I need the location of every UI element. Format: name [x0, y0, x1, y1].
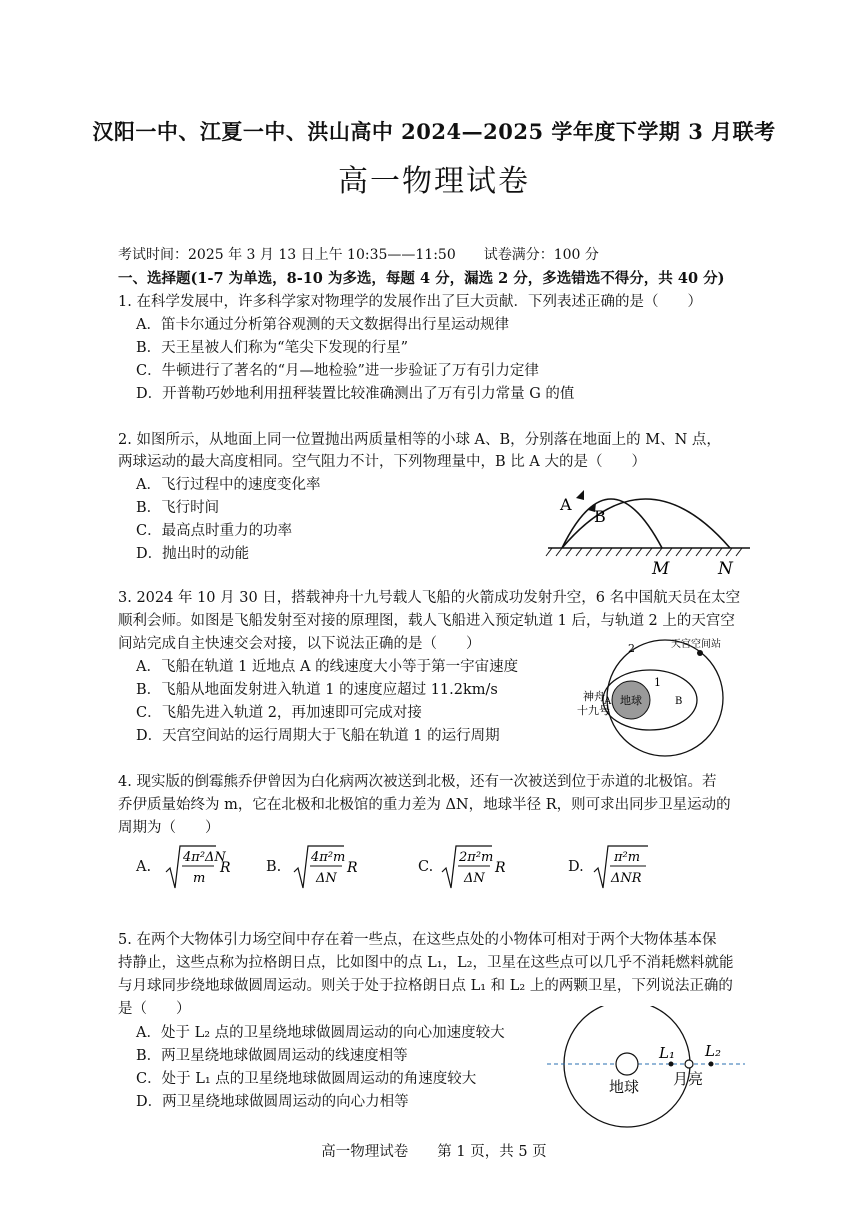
- earth-circle: [616, 1053, 638, 1075]
- q2-projectile-figure: [540, 470, 760, 580]
- q4-option-c-formula: [440, 842, 516, 892]
- q4-stem-line3: 周期为（ ）: [118, 820, 220, 836]
- q5-stem-line3: 与月球同步绕地球做圆周运动。则关于处于拉格朗日点 L₁ 和 L₂ 上的两颗卫星，下列说法正确的: [118, 978, 733, 994]
- q4-c-tail: R: [495, 860, 506, 876]
- point-b-label: B: [675, 696, 683, 707]
- label-a: A: [560, 495, 572, 514]
- q4-stem-line2: 乔伊质量始终为 m，它在北极和北极馆的重力差为 ΔN，地球半径 R，则可求出同步卫星运动的: [118, 797, 731, 813]
- q2-stem-line2: 两球运动的最大高度相同。空气阻力不计，下列物理量中，B 比 A 大的是（ ）: [118, 454, 646, 470]
- earth-label: 地球: [620, 694, 642, 707]
- q4-option-b-formula: [292, 842, 368, 892]
- q3-stem-line1: 3. 2024 年 10 月 30 日，搭载神舟十九号载人飞船的火箭成功发射升空，6 名中国航天员在太空: [118, 590, 741, 606]
- q1-stem: 1. 在科学发展中，许多科学家对物理学的发展作出了巨大贡献．下列表述正确的是（ ）: [118, 294, 702, 310]
- station-label: 天宫空间站: [671, 639, 721, 650]
- q4-a-tail: R: [220, 860, 231, 876]
- q3-option-a: A．飞船在轨道 1 近地点 A 的线速度大小等于第一宇宙速度: [136, 659, 519, 675]
- q4-d-numerator: π²m: [614, 850, 641, 865]
- arrow-a: [576, 490, 584, 500]
- q4-option-c-label: C.: [418, 859, 434, 875]
- q2-option-a: A．飞行过程中的速度变化率: [136, 477, 321, 493]
- ship-label-2: 十九号: [577, 704, 610, 717]
- q4-a-denominator: m: [193, 871, 206, 886]
- q1-option-b: B．天王星被人们称为“笔尖下发现的行星”: [136, 340, 408, 356]
- exam-subject-title: 高一物理试卷: [338, 164, 530, 199]
- q5-stem-line2: 持静止，这些点称为拉格朗日点，比如图中的点 L₁，L₂，卫星在这些点可以几乎不消耗燃料就能: [118, 955, 734, 971]
- station-dot: [697, 650, 703, 656]
- label-b: B: [594, 507, 606, 526]
- q1-option-a: A．笛卡尔通过分析第谷观测的天文数据得出行星运动规律: [136, 317, 509, 333]
- orbit-2-label: 2: [628, 642, 635, 655]
- q4-c-denominator: ΔN: [464, 871, 485, 886]
- q4-b-denominator: ΔN: [316, 871, 337, 886]
- q2-option-c: C．最高点时重力的功率: [136, 523, 293, 539]
- q4-option-d-formula: [592, 842, 658, 892]
- moon-label: 月亮: [673, 1070, 704, 1088]
- q5-stem-line1: 5. 在两个大物体引力场空间中存在着一些点，在这些点处的小物体可相对于两个大物体基本保: [118, 932, 717, 948]
- l1-label: L₁: [659, 1044, 675, 1062]
- q4-b-numerator: 4π²m: [311, 850, 346, 865]
- moon-circle: [685, 1060, 693, 1068]
- q3-stem-line3: 间站完成自主快速交会对接，以下说法正确的是（ ）: [118, 636, 481, 652]
- orbit-1-label: 1: [654, 676, 661, 689]
- q3-stem-line2: 顺利会师。如图是飞船发射至对接的原理图，载人飞船进入预定轨道 1 后，与轨道 2 上的天宫空: [118, 613, 735, 629]
- q4-stem-line1: 4. 现实版的倒霉熊乔伊曾因为白化病两次被送到北极，还有一次被送到位于赤道的北极馆。若: [118, 774, 717, 790]
- section-heading: 一、选择题(1-7 为单选，8-10 为多选，每题 4 分，漏选 2 分，多选错选不得分，共 40 分): [118, 270, 725, 287]
- q4-b-tail: R: [347, 860, 358, 876]
- q3-option-d: D．天宫空间站的运行周期大于飞船在轨道 1 的运行周期: [136, 728, 500, 744]
- q3-option-b: B．飞船从地面发射进入轨道 1 的速度应超过 11.2km/s: [136, 682, 498, 698]
- q1-option-c: C．牛顿进行了著名的“月—地检验”进一步验证了万有引力定律: [136, 363, 539, 379]
- l2-dot: [709, 1062, 714, 1067]
- q5-stem-line4: 是（ ）: [118, 1001, 191, 1017]
- q5-option-b: B．两卫星绕地球做圆周运动的线速度相等: [136, 1048, 408, 1064]
- l2-label: L₂: [705, 1042, 721, 1060]
- q5-lagrange-figure: [545, 1006, 755, 1130]
- q4-d-denominator: ΔNR: [611, 871, 642, 886]
- q2-option-b: B．飞行时间: [136, 500, 220, 516]
- q5-option-a: A．处于 L₂ 点的卫星绕地球做圆周运动的向心加速度较大: [136, 1025, 505, 1041]
- q5-option-d: D．两卫星绕地球做圆周运动的向心力相等: [136, 1094, 409, 1110]
- q4-a-numerator: 4π²ΔN: [183, 850, 226, 865]
- q3-option-c: C．飞船先进入轨道 2，再加速即可完成对接: [136, 705, 422, 721]
- q4-c-numerator: 2π²m: [459, 850, 494, 865]
- point-a-label: A: [604, 696, 612, 707]
- exam-info: 考试时间：2025 年 3 月 13 日上午 10:35——11:50 试卷满分：100 分: [118, 247, 599, 263]
- label-n: N: [718, 559, 733, 579]
- l1-dot: [669, 1062, 674, 1067]
- label-m: M: [652, 559, 670, 579]
- ground-hatch: [546, 548, 742, 556]
- q4-option-a-label: A.: [136, 859, 152, 875]
- q4-option-b-label: B.: [266, 859, 282, 875]
- q3-orbit-figure: [565, 632, 770, 757]
- q2-option-d: D．抛出时的动能: [136, 546, 250, 562]
- page-footer: 高一物理试卷 第 1 页，共 5 页: [321, 1144, 547, 1160]
- q1-option-d: D．开普勒巧妙地利用扭秤装置比较准确测出了万有引力常量 G 的值: [136, 386, 575, 402]
- q2-stem-line1: 2. 如图所示，从地面上同一位置抛出两质量相等的小球 A、B，分别落在地面上的 M、N 点，: [118, 432, 721, 448]
- ship-label-1: 神舟: [583, 690, 605, 703]
- q5-option-c: C．处于 L₁ 点的卫星绕地球做圆周运动的角速度较大: [136, 1071, 477, 1087]
- q4-option-d-label: D.: [568, 859, 584, 875]
- q4-option-a-formula: [164, 842, 240, 892]
- earth-label: 地球: [609, 1078, 640, 1096]
- exam-header-title: 汉阳一中、江夏一中、洪山高中 2024—2025 学年度下学期 3 月联考: [92, 119, 776, 144]
